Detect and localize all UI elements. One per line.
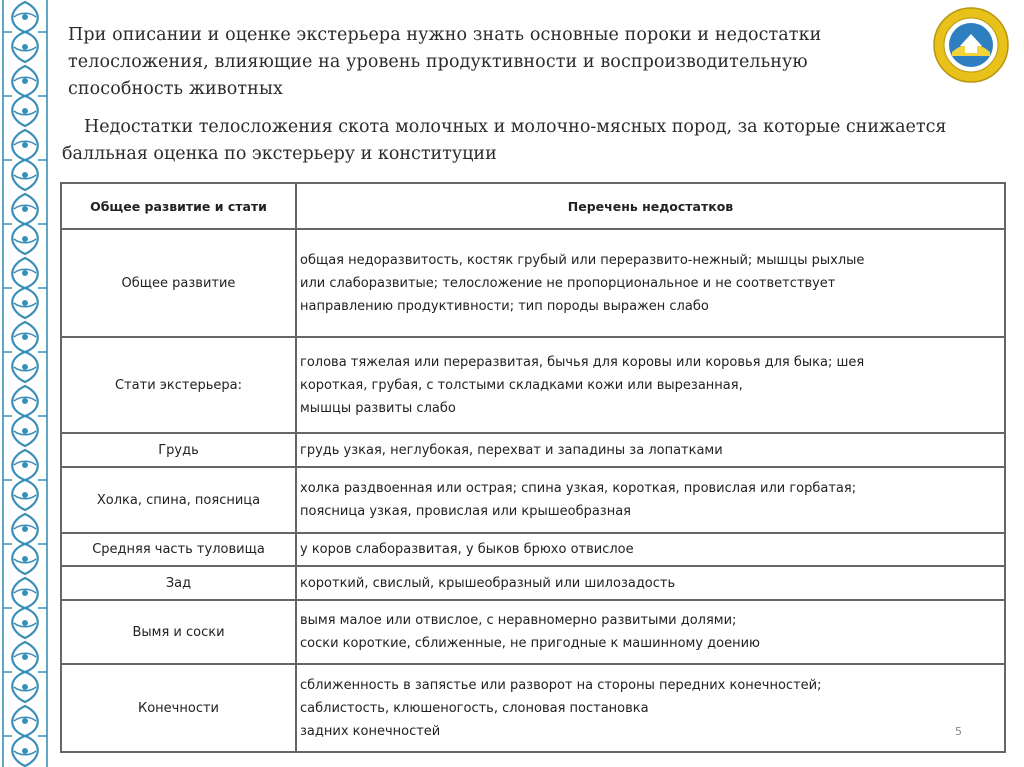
table-row	[61, 600, 1005, 664]
defect-line: общая недоразвитость, костяк грубый или переразвито-нежный; мышцы рыхлые	[300, 252, 865, 268]
category-cell: Вымя и соски	[61, 600, 296, 664]
ornamental-border	[0, 0, 50, 767]
category-cell: Стати экстерьера:	[61, 337, 296, 433]
defect-line: короткий, свислый, крышеобразный или шилозадость	[300, 575, 676, 591]
defect-line: мышцы развиты слабо	[300, 400, 456, 416]
table-row	[61, 664, 1005, 752]
category-cell: Грудь	[61, 433, 296, 467]
defects-table	[60, 182, 1006, 753]
table-row	[61, 533, 1005, 566]
defect-line: направлению продуктивности; тип породы выражен слабо	[300, 298, 709, 314]
category-cell: Холка, спина, поясница	[61, 467, 296, 533]
defect-line: поясница узкая, провислая или крышеобразная	[300, 504, 632, 519]
defects-cell	[296, 600, 1005, 664]
table-caption-text: Недостатки телосложения скота молочных и молочно-мясных пород, за которые снижается балльная оценка по экстерьеру и конституции	[62, 117, 947, 164]
category-cell: Конечности	[61, 664, 296, 752]
defects-cell	[296, 229, 1005, 337]
column-header-category: Общее развитие и стати	[61, 183, 296, 229]
defect-line: у коров слаборазвитая, у быков брюхо отвислое	[300, 542, 634, 557]
column-header-defects: Перечень недостатков	[296, 183, 1005, 229]
defect-line: холка раздвоенная или острая; спина узкая, короткая, провислая или горбатая;	[300, 481, 857, 496]
page-number: 5	[955, 725, 962, 738]
table-row	[61, 433, 1005, 467]
table-caption	[62, 114, 997, 168]
defect-line: или слаборазвитые; телосложение не пропорциональное и не соответствует	[300, 275, 836, 291]
defects-cell	[296, 467, 1005, 533]
defect-line: короткая, грубая, с толстыми складками кожи или вырезанная,	[300, 377, 743, 393]
category-cell: Общее развитие	[61, 229, 296, 337]
category-cell: Средняя часть туловища	[61, 533, 296, 566]
table-row	[61, 566, 1005, 600]
defect-line: голова тяжелая или переразвитая, бычья для коровы или коровья для быка; шея	[300, 354, 865, 370]
slide-title: При описании и оценке экстерьера нужно знать основные пороки и недостатки телосложения, влияющие на уровень продуктивности и воспроизводительную способность животных	[68, 25, 822, 99]
defect-line: сближенность в запястье или разворот на стороны передних конечностей;	[300, 677, 822, 693]
table-row	[61, 467, 1005, 533]
table-row	[61, 229, 1005, 337]
defects-cell	[296, 533, 1005, 566]
defects-cell	[296, 337, 1005, 433]
defects-cell	[296, 433, 1005, 467]
defect-line: задних конечностей	[300, 723, 441, 739]
university-logo	[932, 6, 1010, 84]
table-header-row	[61, 183, 1005, 229]
defect-line: грудь узкая, неглубокая, перехват и западины за лопатками	[300, 442, 723, 458]
defects-cell	[296, 664, 1005, 752]
table-row	[61, 337, 1005, 433]
category-cell: Зад	[61, 566, 296, 600]
defect-line: соски короткие, сближенные, не пригодные к машинному доению	[300, 636, 761, 651]
defect-line: вымя малое или отвислое, с неравномерно развитыми долями;	[300, 613, 737, 628]
defects-cell	[296, 566, 1005, 600]
defect-line: саблистость, клюшеногость, слоновая постановка	[300, 700, 649, 716]
